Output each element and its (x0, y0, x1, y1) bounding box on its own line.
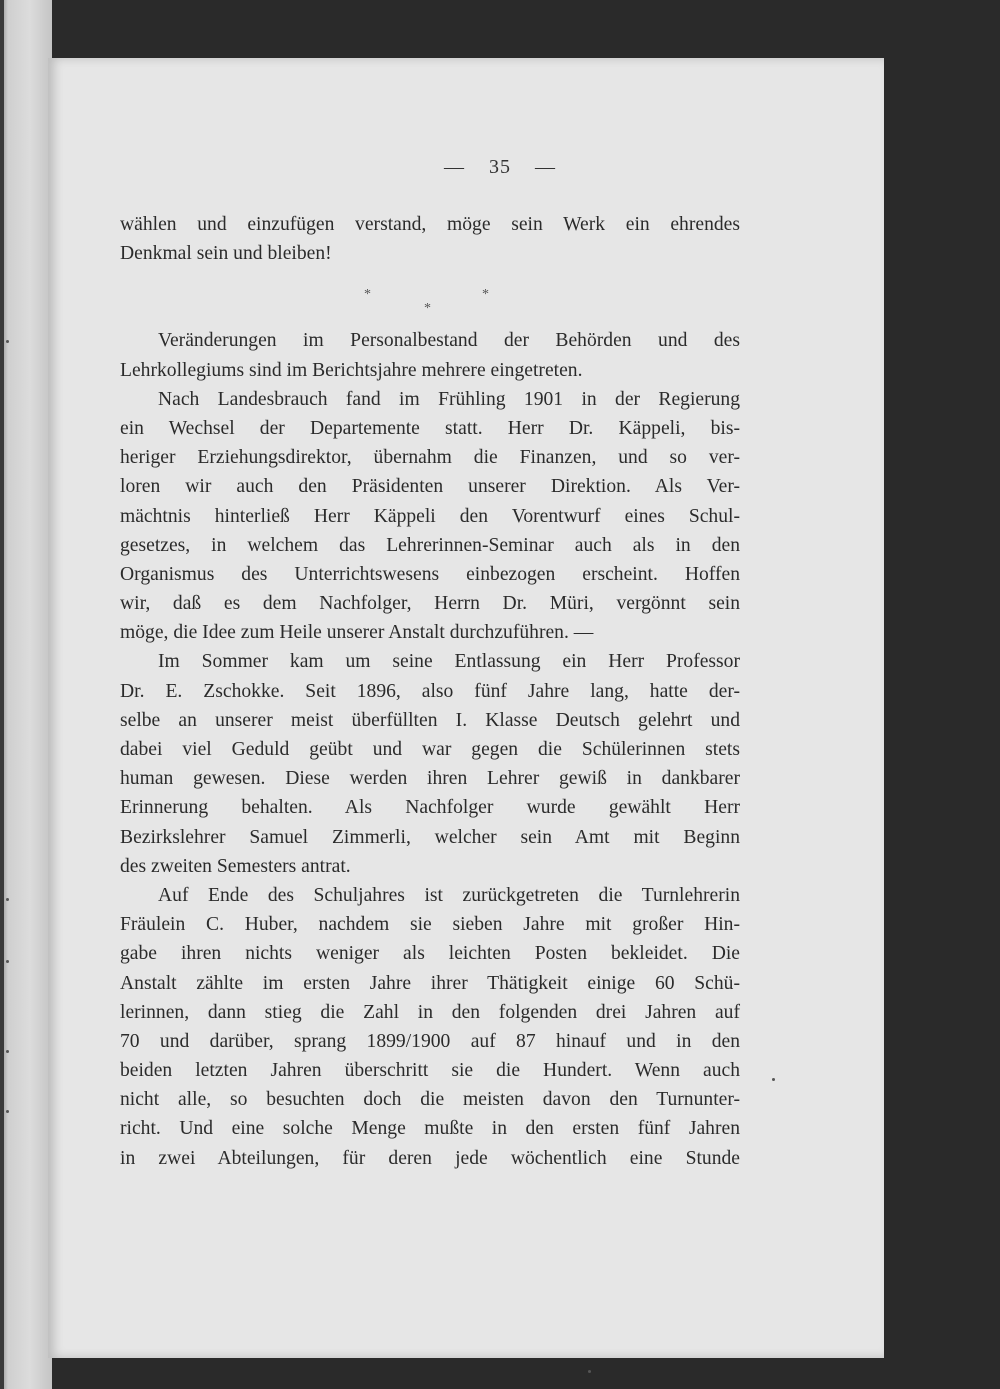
text-line: mächtnis hinterließ Herr Käppeli den Vorentwurf eines Schul- (120, 505, 740, 527)
text-line: nicht alle, so besuchten doch die meisten davon den Turnunter- (120, 1089, 740, 1111)
asterisk: * (482, 287, 489, 303)
text-line: Fräulein C. Huber, nachdem sie sieben Jahre mit großer Hin- (120, 914, 740, 936)
text-line: 70 und darüber, sprang 1899/1900 auf 87 hinauf und in den (120, 1030, 740, 1052)
page-number: 35 (489, 156, 511, 178)
text-line: wählen und einzufügen verstand, möge sein Werk ein ehrendes (120, 214, 740, 235)
text-line: loren wir auch den Präsidenten unserer Direktion. Als Ver- (120, 476, 740, 498)
text-line: Lehrkollegiums sind im Berichtsjahre mehrere eingetreten. (120, 359, 583, 381)
page-number-header (0, 156, 1000, 179)
header-dash-right: — (535, 156, 556, 178)
asterisk: * (424, 301, 431, 317)
text-line: Organismus des Unterrichtswesens einbezogen erscheint. Hoffen (120, 563, 740, 585)
text-line: Bezirkslehrer Samuel Zimmerli, welcher sein Amt mit Beginn (120, 826, 740, 848)
text-line: wir, daß es dem Nachfolger, Herrn Dr. Müri, vergönnt sein (120, 593, 740, 615)
text-line: dabei viel Geduld geübt und war gegen die Schülerinnen stets (120, 739, 740, 760)
text-line: ein Wechsel der Departemente statt. Herr Dr. Käppeli, bis- (120, 417, 740, 439)
text-line: heriger Erziehungsdirektor, übernahm die Finanzen, und so ver- (120, 447, 740, 469)
text-line: lerinnen, dann stieg die Zahl in den folgenden drei Jahren auf (120, 1001, 740, 1023)
text-line: in zwei Abteilungen, für deren jede wöchentlich eine Stunde (120, 1147, 740, 1169)
header-dash-left: — (444, 156, 465, 178)
asterisk: * (364, 287, 371, 303)
text-line: human gewesen. Diese werden ihren Lehrer gewiß in dankbarer (120, 768, 740, 790)
text-line: des zweiten Semesters antrat. (120, 855, 351, 877)
scan-border (0, 0, 4, 1389)
text-line: Veränderungen im Personalbestand der Behörden und des (158, 330, 740, 352)
text-line: Erinnerung behalten. Als Nachfolger wurde gewählt Herr (120, 797, 740, 819)
text-line: selbe an unserer meist überfüllten I. Klasse Deutsch gelehrt und (120, 709, 740, 731)
section-separator (120, 268, 740, 326)
text-line: Dr. E. Zschokke. Seit 1896, also fünf Jahre lang, hatte der- (120, 680, 740, 702)
previous-page-edge (0, 0, 52, 1389)
text-line: gesetzes, in welchem das Lehrerinnen-Seminar auch als in den (120, 534, 740, 556)
text-line: Anstalt zählte im ersten Jahre ihrer Thätigkeit einige 60 Schü- (120, 972, 740, 994)
body-text (120, 210, 740, 1173)
text-line: Nach Landesbrauch fand im Frühling 1901 in der Regierung (158, 388, 740, 410)
text-line: beiden letzten Jahren überschritt sie die Hundert. Wenn auch (120, 1060, 740, 1082)
text-line: gabe ihren nichts weniger als leichten Posten bekleidet. Die (120, 943, 740, 965)
text-line: Denkmal sein und bleiben! (120, 243, 332, 265)
text-line: Im Sommer kam um seine Entlassung ein Herr Professor (158, 651, 740, 673)
text-line: möge, die Idee zum Heile unserer Anstalt durchzuführen. — (120, 622, 594, 644)
text-line: Auf Ende des Schuljahres ist zurückgetreten die Turnlehrerin (158, 884, 740, 906)
text-line: richt. Und eine solche Menge mußte in den ersten fünf Jahren (120, 1118, 740, 1140)
